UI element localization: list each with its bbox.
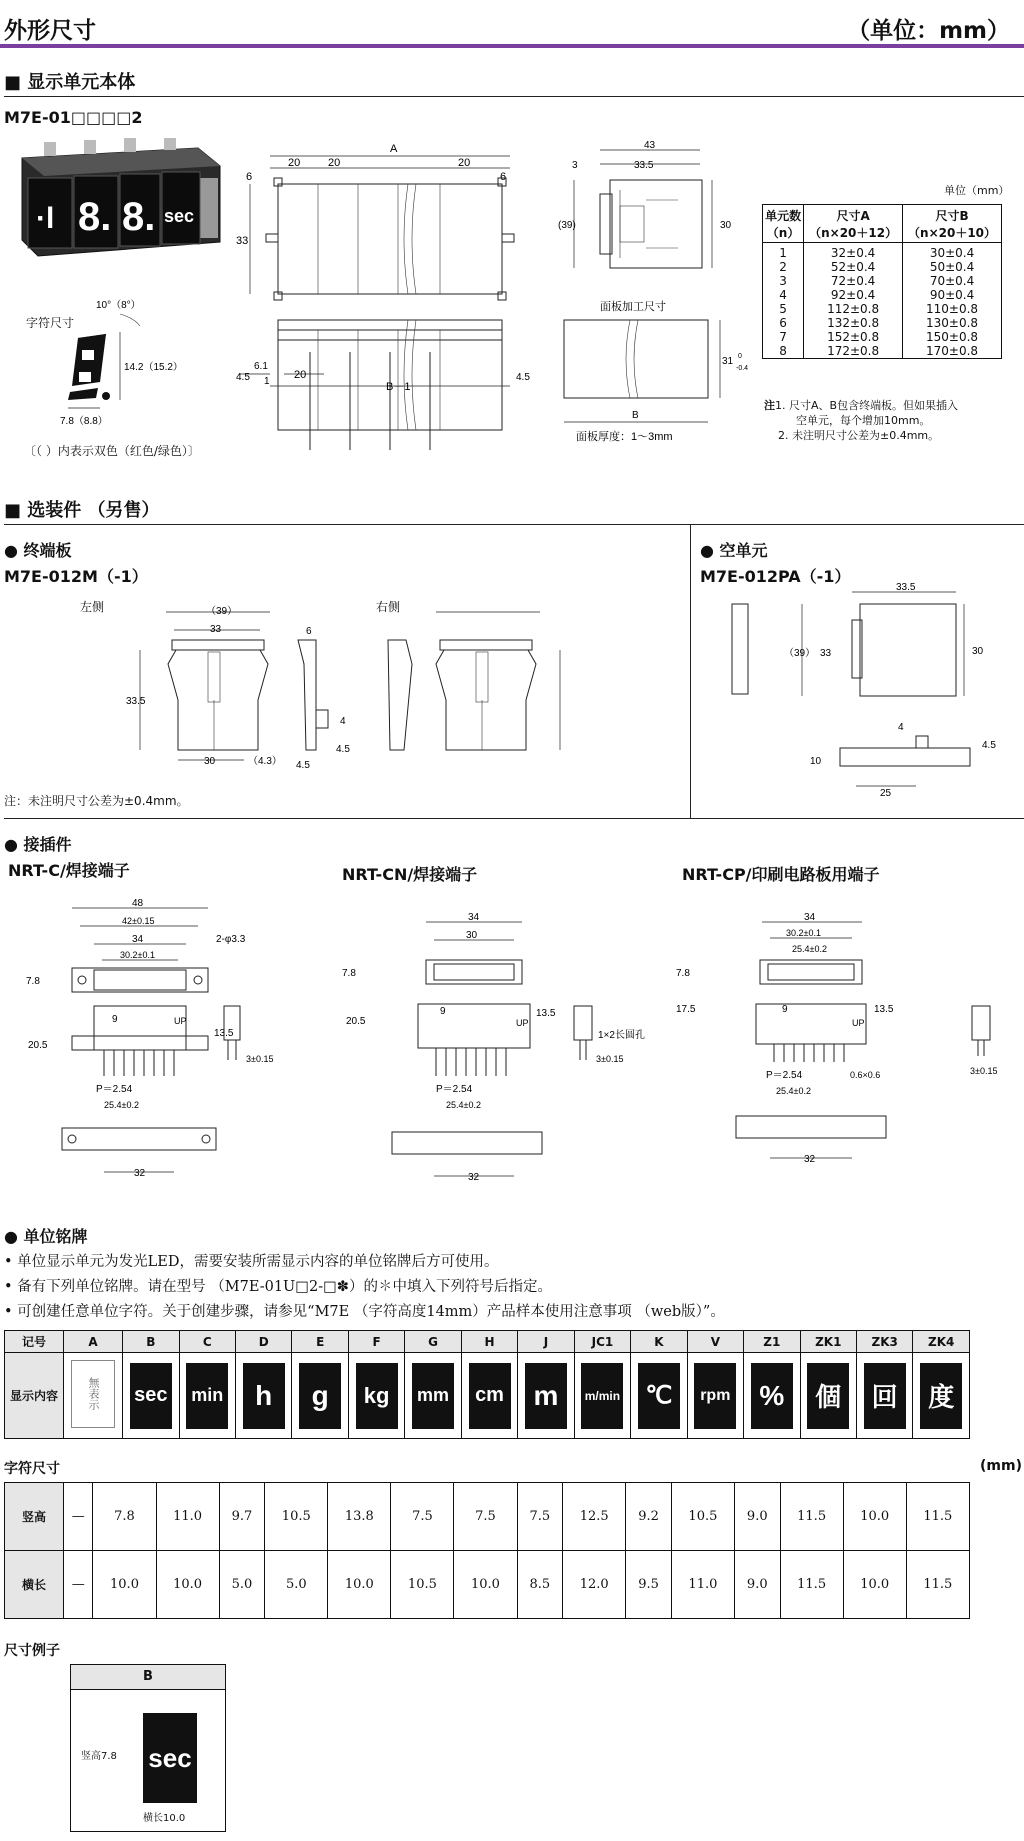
page-title: 外形尺寸 [4, 18, 96, 44]
empty-model: M7E-012PA（-1） [700, 567, 851, 586]
svg-text:4: 4 [898, 722, 904, 733]
char-size-unit: (mm) [980, 1458, 1022, 1474]
display-glyph: cm [461, 1353, 517, 1439]
svg-text:UP: UP [174, 1016, 187, 1026]
dim-20c: 20 [458, 157, 471, 169]
svg-text:30: 30 [466, 930, 478, 941]
front-view-diagram [236, 140, 540, 470]
size-th-a: 尺寸A （n×20＋12） [804, 205, 903, 243]
side-view-diagram [560, 140, 760, 470]
section-rule [4, 818, 1024, 819]
size-table-notes: 注1. 尺寸A、B包含终端板。但如果插入 空单元，每个增加10mm。 2. 未注明尺寸公差为±0.4mm。 [764, 399, 959, 442]
panel-tol-dn: -0.4 [736, 365, 749, 372]
dim-side-335: 33.5 [634, 160, 654, 171]
connector-name-1: NRT-C/焊接端子 [8, 861, 130, 880]
svg-text:3±0.15: 3±0.15 [596, 1054, 624, 1064]
char-width: 7.8（8.8） [60, 416, 108, 427]
panel-B: B [632, 410, 639, 421]
display-glyph: 度 [913, 1353, 970, 1439]
svg-text:25: 25 [880, 788, 892, 799]
char-width-row: 横长 — 10.0 10.0 5.0 5.0 10.0 10.5 10.0 8.5 12.0 9.5 11.0 9.0 11.5 10.0 11.5 [5, 1551, 970, 1619]
display-glyph: 回 [856, 1353, 912, 1439]
char-height-row: 竖高 — 7.8 11.0 9.7 10.5 13.8 7.5 7.5 7.5 12.5 9.2 10.5 9.0 11.5 10.0 11.5 [5, 1483, 970, 1551]
example-box [70, 1664, 226, 1832]
connector-diagram-3 [676, 896, 1020, 1196]
size-cell: 1 2 3 4 5 6 7 8 [763, 243, 804, 359]
section-rule [4, 96, 1024, 97]
display-glyph: rpm [687, 1353, 743, 1439]
svg-text:7.8: 7.8 [26, 976, 40, 987]
dim-bottom-1: 1 [264, 376, 270, 387]
dim-bottom-61: 6.1 [254, 361, 268, 372]
svg-text:13.5: 13.5 [536, 1008, 556, 1019]
nameplate-display-row: 显示内容 無表示 sec min h g kg mm cm m m/min ℃ rpm % 個 回 度 [5, 1353, 970, 1439]
product-photo [14, 138, 224, 258]
size-th-b: 尺寸B （n×20＋10） [903, 205, 1002, 243]
display-glyph: 個 [800, 1353, 856, 1439]
dim-bottom-B1: B－1 [386, 381, 411, 393]
size-table [762, 204, 1002, 359]
photo-digit-3: 8. [122, 195, 156, 239]
display-glyph: h [235, 1353, 291, 1439]
svg-text:30.2±0.1: 30.2±0.1 [120, 950, 155, 960]
char-height: 14.2（15.2） [124, 362, 183, 373]
nameplate-bullet: • 单位显示单元为发光LED，需要安装所需显示内容的单位铭牌后方可使用。 [4, 1254, 499, 1270]
svg-text:32: 32 [804, 1154, 816, 1165]
svg-text:3±0.15: 3±0.15 [970, 1066, 998, 1076]
svg-text:32: 32 [134, 1168, 146, 1179]
example-code: B [71, 1665, 225, 1690]
example-glyph: sec [143, 1713, 197, 1803]
dim-left-6: 6 [246, 171, 253, 183]
paren-note: 〔（ ）内表示双色（红色/绿色）〕 [24, 444, 200, 458]
photo-digit-2: 8. [78, 195, 112, 239]
connectors-title: ● 接插件 [4, 835, 72, 854]
svg-text:17.5: 17.5 [676, 1004, 696, 1015]
char-size-label: 字符尺寸 [26, 316, 75, 330]
section-main-unit: ■ 显示单元本体 [4, 72, 136, 93]
example-title: 尺寸例子 [4, 1643, 60, 1659]
svg-text:34: 34 [132, 934, 144, 945]
header-rule [0, 44, 1024, 48]
panel-thickness: 面板厚度：1～3mm [576, 431, 673, 443]
svg-text:13.5: 13.5 [214, 1028, 234, 1039]
empty-title: ● 空单元 [700, 541, 768, 560]
char-size-title: 字符尺寸 [4, 1461, 60, 1477]
display-glyph: mm [405, 1353, 461, 1439]
display-glyph: kg [348, 1353, 404, 1439]
display-glyph: ℃ [631, 1353, 687, 1439]
display-glyph: m [518, 1353, 574, 1439]
svg-text:6: 6 [306, 626, 312, 637]
svg-text:33: 33 [820, 648, 832, 659]
svg-text:25.4±0.2: 25.4±0.2 [446, 1100, 481, 1110]
photo-digit-4: sec [164, 206, 195, 226]
svg-text:0.6×0.6: 0.6×0.6 [850, 1070, 881, 1080]
size-cell: 32±0.4 52±0.4 72±0.4 92±0.4 112±0.8 132±0.8 152±0.8 172±0.8 [804, 243, 903, 359]
svg-text:4.5: 4.5 [982, 740, 996, 751]
svg-text:（39）: （39） [784, 648, 816, 659]
terminal-note: 注：未注明尺寸公差为±0.4mm。 [4, 794, 189, 808]
dim-side-39: (39) [558, 220, 576, 231]
char-angle: 10°（8°） [96, 300, 141, 311]
display-glyph: m/min [574, 1353, 630, 1439]
dim-height-33: 33 [236, 235, 249, 247]
svg-text:P＝2.54: P＝2.54 [766, 1070, 803, 1081]
dim-20a: 20 [288, 157, 301, 169]
connector-name-2: NRT-CN/焊接端子 [342, 865, 478, 884]
svg-text:30: 30 [204, 756, 216, 767]
terminal-right-label: 右侧 [376, 600, 401, 614]
svg-text:9: 9 [112, 1014, 118, 1025]
nameplate-bullet: • 可创建任意单位字符。关于创建步骤，请参见“M7E （字符高度14mm）产品样本使用注意事项 （web版）”。 [4, 1304, 725, 1320]
dim-20b: 20 [328, 157, 341, 169]
connector-diagram-1 [20, 896, 340, 1196]
svg-text:42±0.15: 42±0.15 [122, 916, 155, 926]
char-size-table [4, 1482, 970, 1619]
svg-text:4.5: 4.5 [336, 744, 350, 755]
display-glyph: sec [123, 1353, 179, 1439]
unit-label: （单位：mm） [847, 18, 1010, 44]
svg-text:30: 30 [972, 646, 984, 657]
display-none: 無表示 [64, 1353, 123, 1439]
svg-text:1×2长圆孔: 1×2长圆孔 [598, 1030, 645, 1041]
char-size-diagram [60, 296, 183, 436]
dim-side-30: 30 [720, 220, 732, 231]
nameplate-bullet: • 备有下列单位铭牌。请在型号 （M7E-01U□2-□✽）的✽中填入下列符号后指定。 [4, 1279, 552, 1295]
svg-text:25.4±0.2: 25.4±0.2 [792, 944, 827, 954]
nameplate-code-row: 记号 A B C D E F G H J JC1 K V Z1 ZK1 ZK3 ZK4 [5, 1331, 970, 1353]
svg-text:（39）: （39） [206, 606, 238, 617]
svg-text:UP: UP [516, 1018, 529, 1028]
options-divider [690, 524, 691, 818]
section-rule [4, 524, 1024, 525]
panel-h: 31 [722, 356, 734, 367]
nameplate-table [4, 1330, 970, 1439]
svg-text:25.4±0.2: 25.4±0.2 [776, 1086, 811, 1096]
size-table-unit: 单位（mm） [944, 184, 1010, 197]
dim-A: A [390, 143, 398, 155]
svg-text:UP: UP [852, 1018, 865, 1028]
svg-text:34: 34 [804, 912, 816, 923]
svg-text:4: 4 [340, 716, 346, 727]
svg-text:7.8: 7.8 [676, 968, 690, 979]
svg-text:9: 9 [440, 1006, 446, 1017]
photo-digit-1: ·l [36, 202, 55, 235]
display-glyph: min [179, 1353, 235, 1439]
svg-text:3±0.15: 3±0.15 [246, 1054, 274, 1064]
svg-text:10: 10 [810, 756, 822, 767]
nameplate-bullets [4, 1250, 1014, 1325]
terminal-model: M7E-012M（-1） [4, 567, 148, 586]
svg-text:48: 48 [132, 898, 144, 909]
svg-text:4.5: 4.5 [296, 760, 310, 771]
svg-text:33.5: 33.5 [126, 696, 146, 707]
svg-text:9: 9 [782, 1004, 788, 1015]
svg-text:34: 34 [468, 912, 480, 923]
svg-text:25.4±0.2: 25.4±0.2 [104, 1100, 139, 1110]
dim-side-43: 43 [644, 140, 656, 151]
svg-text:2-φ3.3: 2-φ3.3 [216, 934, 246, 945]
dim-right-6: 6 [500, 171, 507, 183]
terminal-left-label: 左侧 [80, 600, 105, 614]
size-cell: 30±0.4 50±0.4 70±0.4 90±0.4 110±0.8 130±0.8 150±0.8 170±0.8 [903, 243, 1002, 359]
svg-text:7.8: 7.8 [342, 968, 356, 979]
example-height: 竖高7.8 [81, 1751, 117, 1762]
svg-text:32: 32 [468, 1172, 480, 1183]
dim-bottom-45-left: 4.5 [236, 372, 250, 383]
connector-name-3: NRT-CP/印刷电路板用端子 [682, 865, 880, 884]
panel-title: 面板加工尺寸 [600, 301, 666, 313]
svg-text:20.5: 20.5 [28, 1040, 48, 1051]
display-glyph: % [744, 1353, 800, 1439]
display-glyph: g [292, 1353, 348, 1439]
terminal-title: ● 终端板 [4, 541, 72, 560]
svg-text:33: 33 [210, 624, 222, 635]
dim-bottom-45-right: 4.5 [516, 372, 530, 383]
svg-text:（4.3）: （4.3） [248, 756, 282, 767]
svg-text:P＝2.54: P＝2.54 [436, 1084, 473, 1095]
svg-text:P＝2.54: P＝2.54 [96, 1084, 133, 1095]
size-th-n: 单元数 （n） [763, 205, 804, 243]
svg-text:33.5: 33.5 [896, 582, 916, 593]
dim-bottom-pitch: 20 [294, 369, 307, 381]
connector-diagram-2 [340, 896, 670, 1196]
dim-side-3: 3 [572, 160, 578, 171]
svg-text:30.2±0.1: 30.2±0.1 [786, 928, 821, 938]
section-options: ■ 选装件 （另售） [4, 500, 160, 521]
terminal-diagram [120, 600, 680, 770]
example-width: 横长10.0 [143, 1813, 186, 1824]
empty-unit-diagram [720, 580, 1020, 810]
product-photo-svg [14, 138, 224, 258]
svg-text:13.5: 13.5 [874, 1004, 894, 1015]
model-main: M7E-01□□□□2 [4, 108, 143, 127]
panel-tol-up: 0 [738, 353, 742, 360]
svg-text:20.5: 20.5 [346, 1016, 366, 1027]
nameplate-title: ● 单位铭牌 [4, 1227, 88, 1246]
